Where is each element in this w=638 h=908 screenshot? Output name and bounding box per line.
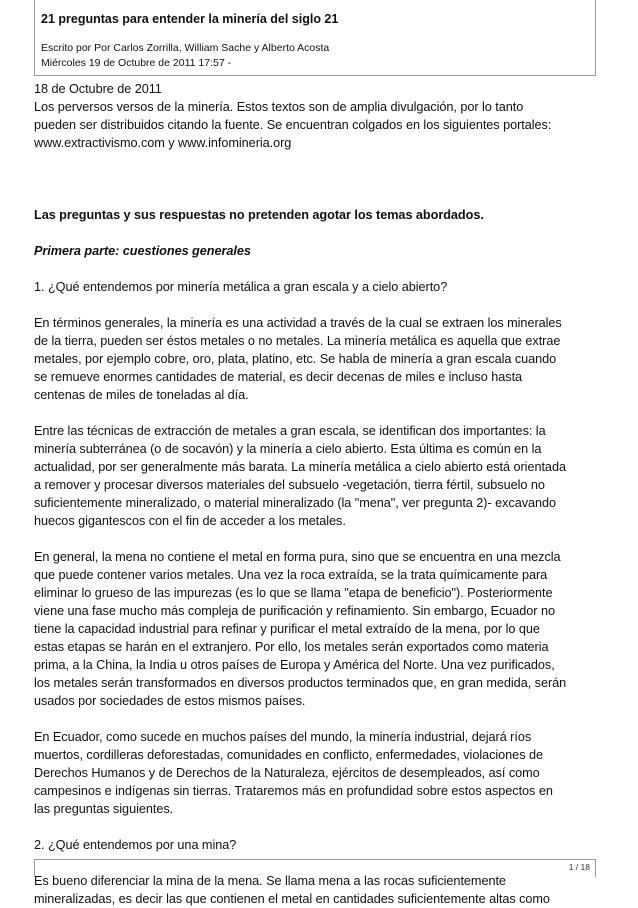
date-line: Miércoles 19 de Octubre de 2011 17:57 -	[41, 57, 232, 69]
question-1: 1. ¿Qué entendemos por minería metálica a gran escala y a cielo abierto?	[34, 280, 448, 294]
paragraph-4: En Ecuador, como sucede en muchos países del mundo, la minería industrial, dejará ríos muertos, cordilleras deforestadas, comunidades en conflicto, enfermedades, violaciones de Derechos Humanos y de Derechos de la Naturaleza, ejércitos de desempleados, así como campesinos e indígenas sin tierras. Trataremos más en profundidad sobre estos aspectos en las preguntas siguientes.	[34, 730, 553, 816]
article-title: 21 preguntas para entender la minería del siglo 21	[41, 12, 339, 26]
disclaimer-text: Las preguntas y sus respuestas no pretenden agotar los temas abordados.	[34, 208, 484, 222]
article-body	[34, 80, 602, 908]
paragraph-1: En términos generales, la minería es una actividad a través de la cual se extraen los minerales de la tierra, pueden ser éstos metales o no metales. La minería metálica es aquella que extrae metales, por ejemplo cobre, oro, plata, platino, etc. Se habla de minería a gran escala cuando se remueve enormes cantidades de material, es decir decenas de miles e incluso hasta centenas de miles de toneladas al día.	[34, 316, 562, 402]
article-byline	[41, 41, 329, 71]
footer-divider	[34, 859, 596, 860]
intro-paragraph: 18 de Octubre de 2011 Los perversos versos de la minería. Estos textos son de amplia divulgación, por lo tanto pueden ser distribuidos citando la fuente. Se encuentran colgados en los siguientes portales: www.extractivismo.com y www.infomineria.org	[34, 82, 552, 150]
paragraph-5: Es bueno diferenciar la mina de la mena. Se llama mena a las rocas suficientemente mineralizadas, es decir las que contienen el metal en cantidades suficientemente altas como	[34, 874, 550, 906]
question-2: 2. ¿Qué entendemos por una mina?	[34, 838, 237, 852]
part-heading: Primera parte: cuestiones generales	[34, 244, 251, 258]
paragraph-3: En general, la mena no contiene el metal en forma pura, sino que se encuentra en una mezcla que puede contener varios metales. Una vez la roca extraída, se la trata químicamente para eliminar lo grueso de las impurezas (es lo que se llama "etapa de beneficio"). Posteriormente viene una fase mucho más compleja de purificación y refinamiento. Sin embargo, Ecuador no tiene la capacidad industrial para refinar y purificar el metal extraído de la mena, por lo que estas etapas se harán en el extranjero. Por ello, los metales serán exportados como materia prima, a la China, la India u otros países de Europa y América del Norte. Una vez purificados, los metales serán transformados en diversos productos terminados que, en gran medida, serán usados por sociedades de estos mismos países.	[34, 550, 567, 708]
page-footer	[34, 859, 596, 877]
author-line: Escrito por Por Carlos Zorrilla, William Sache y Alberto Acosta	[41, 42, 330, 54]
page-number: 1 / 18	[568, 862, 590, 872]
page-header	[34, 0, 596, 76]
spacer	[34, 152, 602, 188]
paragraph-2: Entre las técnicas de extracción de metales a gran escala, se identifican dos importantes: la minería subterránea (o de socavón) y la minería a cielo abierto. Esta última es común en la actualidad, por ser generalmente más barata. La minería metálica a cielo abierto está orientada a remover y procesar diversos materiales del subsuelo -vegetación, tierra fértil, subsuelo no suficientemente mineralizado, o material mineralizado (la "mena", ver pregunta 2)- excavando huecos gigantescos con el fin de acceder a los metales.	[34, 424, 566, 528]
